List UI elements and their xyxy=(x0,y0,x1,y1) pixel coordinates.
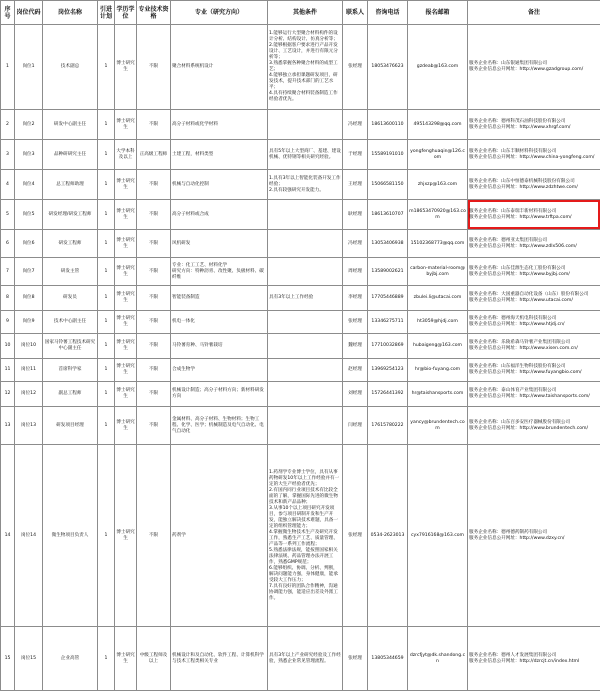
degree-cell: 博士研究生 xyxy=(115,170,137,200)
table-header-row xyxy=(1,1,600,25)
signup-email-cell[interactable]: yongfenghuaqin@126.com xyxy=(408,140,468,170)
major-cell: 机电一体化 xyxy=(171,311,268,334)
hiring-plan-cell: 1 xyxy=(98,230,115,258)
remarks-cell[interactable]: 服务企业名称：德州人才发展集团有限公司 服务企业信息公开网址：http://dzrcjt.cn/index.html xyxy=(468,627,600,691)
signup-email-cell[interactable]: 15102368773@qq.com xyxy=(408,230,468,258)
other-conditions-cell: 具有3年以上工作经验 xyxy=(268,286,343,311)
remarks-cell[interactable]: 服务企业名称：泰山体育产业集团有限公司 服务企业信息公开网址：http://www.taishansports.com/ xyxy=(468,382,600,407)
phone-number-cell: 13053406938 xyxy=(368,230,408,258)
remarks-cell[interactable]: 服务企业名称：山东丰顺材料科技有限公司 服务企业信息公开网址：http://www.china-yongfeng.com/ xyxy=(468,140,600,170)
table-row xyxy=(1,627,600,691)
major-cell: 金属材料、高分子材料、生物材料；生物工程、化学、医学；机械制造及电气自动化、电气自动化 xyxy=(171,407,268,445)
row-number-cell: 10 xyxy=(1,334,15,359)
major-cell: 机械设计和及自动化、软件工程、计算机科学与技术工程类相关专业 xyxy=(171,627,268,691)
major-cell: 专业：化工工艺、材料化学 研究方向：特种沥青、改性聚、负极材料、碳纤维 xyxy=(171,258,268,286)
degree-cell: 博士研究生 xyxy=(115,110,137,140)
remarks-cell[interactable]: 服务企业名称：德州亚太集团有限公司 服务企业信息公开网址：http://www.zdlx506.com/ xyxy=(468,230,600,258)
position-code-cell: 岗位4 xyxy=(15,170,43,200)
hiring-plan-cell: 1 xyxy=(98,258,115,286)
position-code-cell: 岗位8 xyxy=(15,286,43,311)
other-conditions-cell xyxy=(268,230,343,258)
major-cell: 马铃薯育种、马铃薯栽培 xyxy=(171,334,268,359)
position-code-cell: 岗位1 xyxy=(15,25,43,110)
table-row xyxy=(1,110,600,140)
professional-title-cell: 不限 xyxy=(137,359,171,382)
position-code-cell: 岗位3 xyxy=(15,140,43,170)
contact-person-cell: 冯经理 xyxy=(343,110,368,140)
row-number-cell: 12 xyxy=(1,382,15,407)
signup-email-cell[interactable]: zbulei.li@utacai.com xyxy=(408,286,468,311)
table-row xyxy=(1,407,600,445)
signup-email-cell[interactable]: carbon-material-room@byjbj.com xyxy=(408,258,468,286)
row-number-cell: 3 xyxy=(1,140,15,170)
signup-email-cell[interactable]: dzrcfjyt@dk.shandong.cn xyxy=(408,627,468,691)
header-major: 专业（研究方向） xyxy=(171,1,268,25)
contact-person-cell: 张经理 xyxy=(343,25,368,110)
hiring-plan-cell: 1 xyxy=(98,382,115,407)
position-name-cell: 研发项目经理 xyxy=(43,407,98,445)
phone-number-cell: 18613600110 xyxy=(368,110,408,140)
major-cell: 土建工程，材料类型 xyxy=(171,140,268,170)
position-code-cell: 岗位12 xyxy=(15,382,43,407)
position-code-cell: 岗位13 xyxy=(15,407,43,445)
phone-number-cell: 13969254123 xyxy=(368,359,408,382)
degree-cell: 博士研究生 xyxy=(115,311,137,334)
table-row xyxy=(1,25,600,110)
degree-cell: 博士研究生 xyxy=(115,334,137,359)
row-number-cell: 4 xyxy=(1,170,15,200)
table-row xyxy=(1,359,600,382)
professional-title-cell: 正高级工程师 xyxy=(137,140,171,170)
position-name-cell: 副总工程师 xyxy=(43,382,98,407)
position-code-cell: 岗位11 xyxy=(15,359,43,382)
hiring-plan-cell: 1 xyxy=(98,359,115,382)
position-name-cell: 首席科学家 xyxy=(43,359,98,382)
remarks-cell[interactable]: 服务企业名称：山东百多安医疗器械股份有限公司 服务企业信息公开网址：http://www.brundentech.com/ xyxy=(468,407,600,445)
position-code-cell: 岗位6 xyxy=(15,230,43,258)
header-title: 专业技术资格 xyxy=(137,1,171,25)
signup-email-cell[interactable]: cyx7916168@163.com xyxy=(408,445,468,627)
position-code-cell: 岗位5 xyxy=(15,200,43,230)
major-cell: 合成生物学 xyxy=(171,359,268,382)
remarks-cell[interactable]: 服务企业名称：山东泰瑞丰新材料有限公司 服务企业信息公开网址：http://www.trftpa.com/ xyxy=(468,200,600,230)
major-cell: 聚合材料系统机设计 xyxy=(171,25,268,110)
header-email: 报名邮箱 xyxy=(408,1,468,25)
row-number-cell: 14 xyxy=(1,445,15,627)
hiring-plan-cell: 1 xyxy=(98,286,115,311)
other-conditions-cell xyxy=(268,200,343,230)
contact-person-cell: 魏经理 xyxy=(343,334,368,359)
signup-email-cell[interactable]: m18653470920@163.com xyxy=(408,200,468,230)
position-name-cell: 品种研研究主任 xyxy=(43,140,98,170)
table-row xyxy=(1,140,600,170)
row-number-cell: 15 xyxy=(1,627,15,691)
phone-number-cell: 15726441392 xyxy=(368,382,408,407)
phone-number-cell: 17705446889 xyxy=(368,286,408,311)
remarks-cell[interactable]: 服务企业名称：大国重器自动化设备（山东）股份有限公司 服务企业信息公开网址：http://www.utacai.com/ xyxy=(468,286,600,311)
phone-number-cell: 15066581150 xyxy=(368,170,408,200)
position-code-cell: 岗位9 xyxy=(15,311,43,334)
remarks-cell[interactable]: 服务企业名称：乐陵希森马铃薯产业集团有限公司 服务企业信息公开网址：http://www.xisen.com.cn/ xyxy=(468,334,600,359)
header-conditions: 其他条件 xyxy=(268,1,343,25)
header-name: 岗位名称 xyxy=(43,1,98,25)
professional-title-cell: 不限 xyxy=(137,25,171,110)
contact-person-cell: 赵经理 xyxy=(343,359,368,382)
major-cell: 智能装备制造 xyxy=(171,286,268,311)
degree-cell: 博士研究生 xyxy=(115,258,137,286)
degree-cell: 博士研究生 xyxy=(115,25,137,110)
major-cell: 风机研发 xyxy=(171,230,268,258)
position-name-cell: 研发主管 xyxy=(43,258,98,286)
remarks-cell[interactable]: 服务企业名称：山东福洋生物科技股份有限公司 服务企业信息公开网址：http://www.fuyangbio.com/ xyxy=(468,359,600,382)
position-name-cell: 研发工程师 xyxy=(43,230,98,258)
contact-person-cell: 耿经理 xyxy=(343,200,368,230)
degree-cell: 博士研究生 xyxy=(115,200,137,230)
hiring-plan-cell: 1 xyxy=(98,627,115,691)
degree-cell: 大学本科及以上 xyxy=(115,140,137,170)
other-conditions-cell xyxy=(268,258,343,286)
position-name-cell: 技术副总 xyxy=(43,25,98,110)
table-row xyxy=(1,311,600,334)
contact-person-cell: 李经理 xyxy=(343,286,368,311)
position-name-cell: 国家马铃薯工程技术研究中心副主任 xyxy=(43,334,98,359)
other-conditions-cell: 1.能够运行大型聚合材料构件的设计分析、结构设计、仿真分析等； 2.能够根据客户要求进行产品开发设计、工艺设计，并进行有限元分析等； 3.熟悉掌握各种聚合材料的成型工艺； 4.能够独立承担课题研发项目，研发技术，提升技术部门的工艺水平； 4.具有持续聚合材料装备制造工作经验者优先。 xyxy=(268,25,343,110)
contact-person-cell: 周经理 xyxy=(343,258,368,286)
row-number-cell: 6 xyxy=(1,230,15,258)
position-code-cell: 岗位15 xyxy=(15,627,43,691)
table-row xyxy=(1,258,600,286)
professional-title-cell: 不限 xyxy=(137,110,171,140)
degree-cell: 博士研究生 xyxy=(115,627,137,691)
position-code-cell: 岗位7 xyxy=(15,258,43,286)
contact-person-cell: 张经理 xyxy=(343,445,368,627)
professional-title-cell: 不限 xyxy=(137,286,171,311)
position-name-cell: 技术中心副主任 xyxy=(43,311,98,334)
phone-number-cell: 17710032869 xyxy=(368,334,408,359)
professional-title-cell: 中级工程师及以上 xyxy=(137,627,171,691)
position-name-cell: 微生物项目负责人 xyxy=(43,445,98,627)
degree-cell: 博士研究生 xyxy=(115,359,137,382)
signup-email-cell[interactable]: hr@taishansports.com xyxy=(408,382,468,407)
hiring-plan-cell: 1 xyxy=(98,110,115,140)
phone-number-cell: 15589191010 xyxy=(368,140,408,170)
degree-cell: 博士研究生 xyxy=(115,230,137,258)
professional-title-cell: 不限 xyxy=(137,311,171,334)
position-name-cell: 研发员 xyxy=(43,286,98,311)
header-degree: 学历学位 xyxy=(115,1,137,25)
header-plan: 引进计划 xyxy=(98,1,115,25)
other-conditions-cell xyxy=(268,407,343,445)
remarks-cell[interactable]: 服务企业名称：德州德药制药有限公司 服务企业信息公开网址：http://www.dzxy.cn/ xyxy=(468,445,600,627)
hiring-plan-cell: 1 xyxy=(98,407,115,445)
professional-title-cell: 不限 xyxy=(137,230,171,258)
contact-person-cell: 张经理 xyxy=(343,311,368,334)
row-number-cell: 11 xyxy=(1,359,15,382)
position-name-cell: 企业高管 xyxy=(43,627,98,691)
other-conditions-cell xyxy=(268,359,343,382)
degree-cell: 博士研究生 xyxy=(115,445,137,627)
remarks-cell[interactable]: 服务企业名称：德州科茂石油科技股份有限公司 服务企业信息公开网址：http://www.xhrgf.com/ xyxy=(468,110,600,140)
professional-title-cell: 不限 xyxy=(137,170,171,200)
professional-title-cell: 不限 xyxy=(137,200,171,230)
other-conditions-cell: 1.药剂学专业博士学位，具有从事药物研发10年以上工作经验并有一定的大生产经验者优先； 2.有国内同行业项目技术有比较全面的了解，掌握国际先进的微生物技术和新产品品种； 3.从事10个以上项目研究开发项目，参与项目研制开发和生产开发，能独立解决技术难题，具备一定的组织管理能力； 4.掌握微生物技术生产及研究开发工作，熟悉生产工艺、质量管理、产品等一系列工作流程； 5.熟悉法律法规，能按照国家相关法律法规、药品管理办法开展工作，熟悉GMP规范； 6.能够组织、协调、分析、判断，解决问题能力强，身体健康，能承受较大工作压力； 7.具有良好的团队合作精神，沟通协调能力强，能适应出差及外派工作。 xyxy=(268,445,343,627)
contact-person-cell: 闫经理 xyxy=(343,407,368,445)
remarks-cell[interactable]: 服务企业名称：山东银通集团有限公司 服务企业信息公开网址：http://www.gzadgroup.com/ xyxy=(468,25,600,110)
header-phone: 咨询电话 xyxy=(368,1,408,25)
phone-number-cell: 18613610707 xyxy=(368,200,408,230)
position-code-cell: 岗位10 xyxy=(15,334,43,359)
contact-person-cell: 王经理 xyxy=(343,170,368,200)
phone-number-cell: 18053476623 xyxy=(368,25,408,110)
contact-person-cell: 刘经理 xyxy=(343,382,368,407)
major-cell: 高分子材料或化学材料 xyxy=(171,110,268,140)
remarks-cell[interactable]: 服务企业名称：山东佳源生态化工股份有限公司 服务企业信息公开网址：http://www.byjbj.com/ xyxy=(468,258,600,286)
signup-email-cell[interactable]: hr@bio-fuyang.com xyxy=(408,359,468,382)
contact-person-cell: 于经理 xyxy=(343,140,368,170)
table-row xyxy=(1,200,600,230)
row-number-cell: 7 xyxy=(1,258,15,286)
major-cell: 机械设计制造；高分子材料方向；新材料研发方向 xyxy=(171,382,268,407)
signup-email-cell[interactable]: 495143298@qq.com xyxy=(408,110,468,140)
other-conditions-cell xyxy=(268,311,343,334)
major-cell: 高分子材料或合成 xyxy=(171,200,268,230)
position-code-cell: 岗位2 xyxy=(15,110,43,140)
row-number-cell: 8 xyxy=(1,286,15,311)
other-conditions-cell: 具有3年以上产业研究经验及工作经验，熟悉企业常见管理流程。 xyxy=(268,627,343,691)
degree-cell: 博士研究生 xyxy=(115,407,137,445)
table-row xyxy=(1,382,600,407)
position-name-cell: 研发经理/研发工程师 xyxy=(43,200,98,230)
hiring-plan-cell: 1 xyxy=(98,311,115,334)
table-row xyxy=(1,230,600,258)
other-conditions-cell xyxy=(268,110,343,140)
other-conditions-cell: 具有5年以上大型商厂、基建、建设机械、优特钢等相关研究经验。 xyxy=(268,140,343,170)
position-code-cell: 岗位14 xyxy=(15,445,43,627)
degree-cell: 博士研究生 xyxy=(115,286,137,311)
hiring-plan-cell: 1 xyxy=(98,334,115,359)
header-no: 序号 xyxy=(1,1,15,25)
professional-title-cell: 不限 xyxy=(137,382,171,407)
major-cell: 机械与自动化控制 xyxy=(171,170,268,200)
professional-title-cell: 不限 xyxy=(137,445,171,627)
contact-person-cell: 冯经理 xyxy=(343,230,368,258)
signup-email-cell[interactable]: hubaigeng@163.com xyxy=(408,334,468,359)
remarks-cell[interactable]: 服务企业名称：山东中恒德泰机械科技股份有限公司 服务企业信息公开网址：http://www.zdzhtwe.com/ xyxy=(468,170,600,200)
other-conditions-cell xyxy=(268,382,343,407)
row-number-cell: 1 xyxy=(1,25,15,110)
phone-number-cell: 13589002621 xyxy=(368,258,408,286)
phone-number-cell: 0534-2623013 xyxy=(368,445,408,627)
row-number-cell: 9 xyxy=(1,311,15,334)
other-conditions-cell: 1.具有3年以上智能化装备开发工作经验； 2.具有较强研究开发能力。 xyxy=(268,170,343,200)
row-number-cell: 13 xyxy=(1,407,15,445)
signup-email-cell[interactable]: gzdeab@163.com xyxy=(408,25,468,110)
other-conditions-cell xyxy=(268,334,343,359)
phone-number-cell: 17615780222 xyxy=(368,407,408,445)
phone-number-cell: 13805344659 xyxy=(368,627,408,691)
professional-title-cell: 不限 xyxy=(137,407,171,445)
professional-title-cell: 不限 xyxy=(137,334,171,359)
hiring-plan-cell: 1 xyxy=(98,140,115,170)
table-row xyxy=(1,170,600,200)
remarks-cell[interactable]: 服务企业名称：德州海天机电科技有限公司 服务企业信息公开网址：http://www.htjdj.cn/ xyxy=(468,311,600,334)
signup-email-cell[interactable]: zhjxzp@163.com xyxy=(408,170,468,200)
degree-cell: 博士研究生 xyxy=(115,382,137,407)
table-row xyxy=(1,334,600,359)
header-contact: 联系人 xyxy=(343,1,368,25)
position-name-cell: 总工程师助理 xyxy=(43,170,98,200)
professional-title-cell: 不限 xyxy=(137,258,171,286)
hiring-plan-cell: 1 xyxy=(98,170,115,200)
hiring-plan-cell: 1 xyxy=(98,200,115,230)
table-row xyxy=(1,445,600,627)
position-name-cell: 研发中心副主任 xyxy=(43,110,98,140)
signup-email-cell[interactable]: yancy@brundentech.com xyxy=(408,407,468,445)
hiring-plan-cell: 1 xyxy=(98,445,115,627)
signup-email-cell[interactable]: ht3059@hjdj.com xyxy=(408,311,468,334)
phone-number-cell: 13346275711 xyxy=(368,311,408,334)
table-row xyxy=(1,286,600,311)
row-number-cell: 2 xyxy=(1,110,15,140)
major-cell: 药剂学 xyxy=(171,445,268,627)
hiring-plan-cell: 1 xyxy=(98,25,115,110)
header-note: 备注 xyxy=(468,1,600,25)
header-code: 岗位代码 xyxy=(15,1,43,25)
row-number-cell: 5 xyxy=(1,200,15,230)
contact-person-cell: 张经理 xyxy=(343,627,368,691)
